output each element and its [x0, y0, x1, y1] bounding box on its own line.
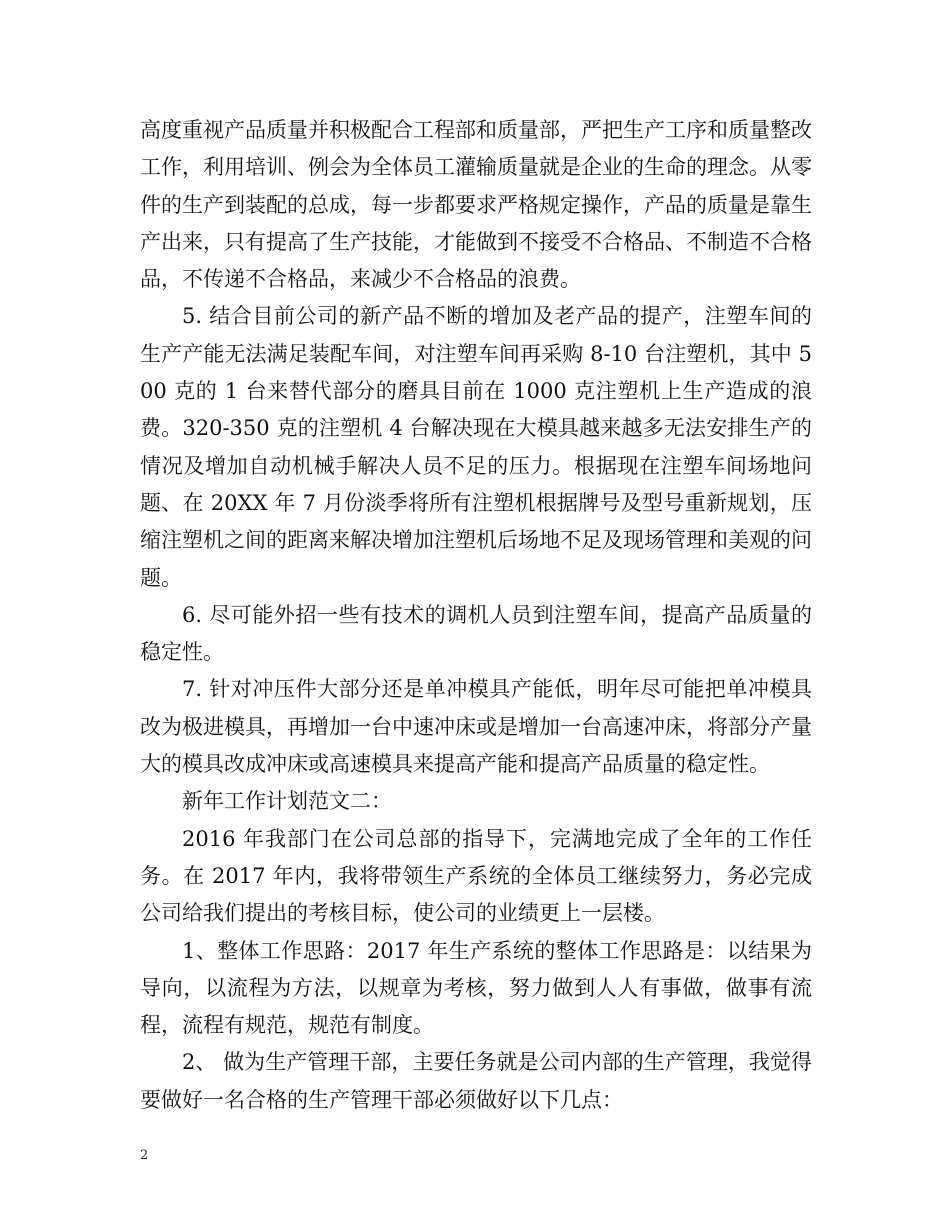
paragraph-point-1: 1、整体工作思路：2017 年生产系统的整体工作思路是：以结果为导向，以流程为方法，以规章为考核，努力做到人人有事做，做事有流程，流程有规范，规范有制度。	[140, 938, 812, 1038]
paragraph-point-2: 2、 做为生产管理干部，主要任务就是公司内部的生产管理，我觉得要做好一名合格的生产管理干部必须做好以下几点：	[140, 1050, 812, 1112]
paragraph-quality: 高度重视产品质量并积极配合工程部和质量部，严把生产工序和质量整改工作，利用培训、例会为全体员工灌输质量就是企业的生命的理念。从零件的生产到装配的总成，每一步都要求严格规定操作，产品的质量是靠生产出来，只有提高了生产技能，才能做到不接受不合格品、不制造不合格品，不传递不合格品，来减少不合格品的浪费。	[140, 118, 812, 292]
paragraph-item-5: 5. 结合目前公司的新产品不断的增加及老产品的提产，注塑车间的生产产能无法满足装配车间，对注塑车间再采购 8-10 台注塑机，其中 500 克的 1 台来替代部分的磨具目前在 1000 克注塑机上生产造成的浪费。320-350 克的注塑机 4 台解决现在大模具越来越多无法安排生产的情况及增加自动机械手解决人员不足的压力。根据现在注塑车间场地问题、在 20XX 年 7 月份淡季将所有注塑机根据牌号及型号重新规划，压缩注塑机之间的距离来解决增加注塑机后场地不足及现场管理和美观的问题。	[140, 304, 812, 590]
paragraph-item-6: 6. 尽可能外招一些有技术的调机人员到注塑车间，提高产品质量的稳定性。	[140, 602, 812, 665]
paragraph-item-7: 7. 针对冲压件大部分还是单冲模具产能低，明年尽可能把单冲模具改为极进模具，再增加一台中速冲床或是增加一台高速冲床，将部分产量大的模具改成冲床或高速模具来提高产能和提高产品质量的稳定性。	[140, 677, 812, 777]
document-body	[140, 112, 812, 1119]
page-number: 2	[140, 1148, 149, 1163]
paragraph-intro: 2016 年我部门在公司总部的指导下，完满地完成了全年的工作任务。在 2017 年内，我将带领生产系统的全体员工继续努力，务必完成公司给我们提出的考核目标，使公司的业绩更上一层楼。	[140, 826, 812, 926]
section-heading: 新年工作计划范文二：	[182, 789, 392, 814]
